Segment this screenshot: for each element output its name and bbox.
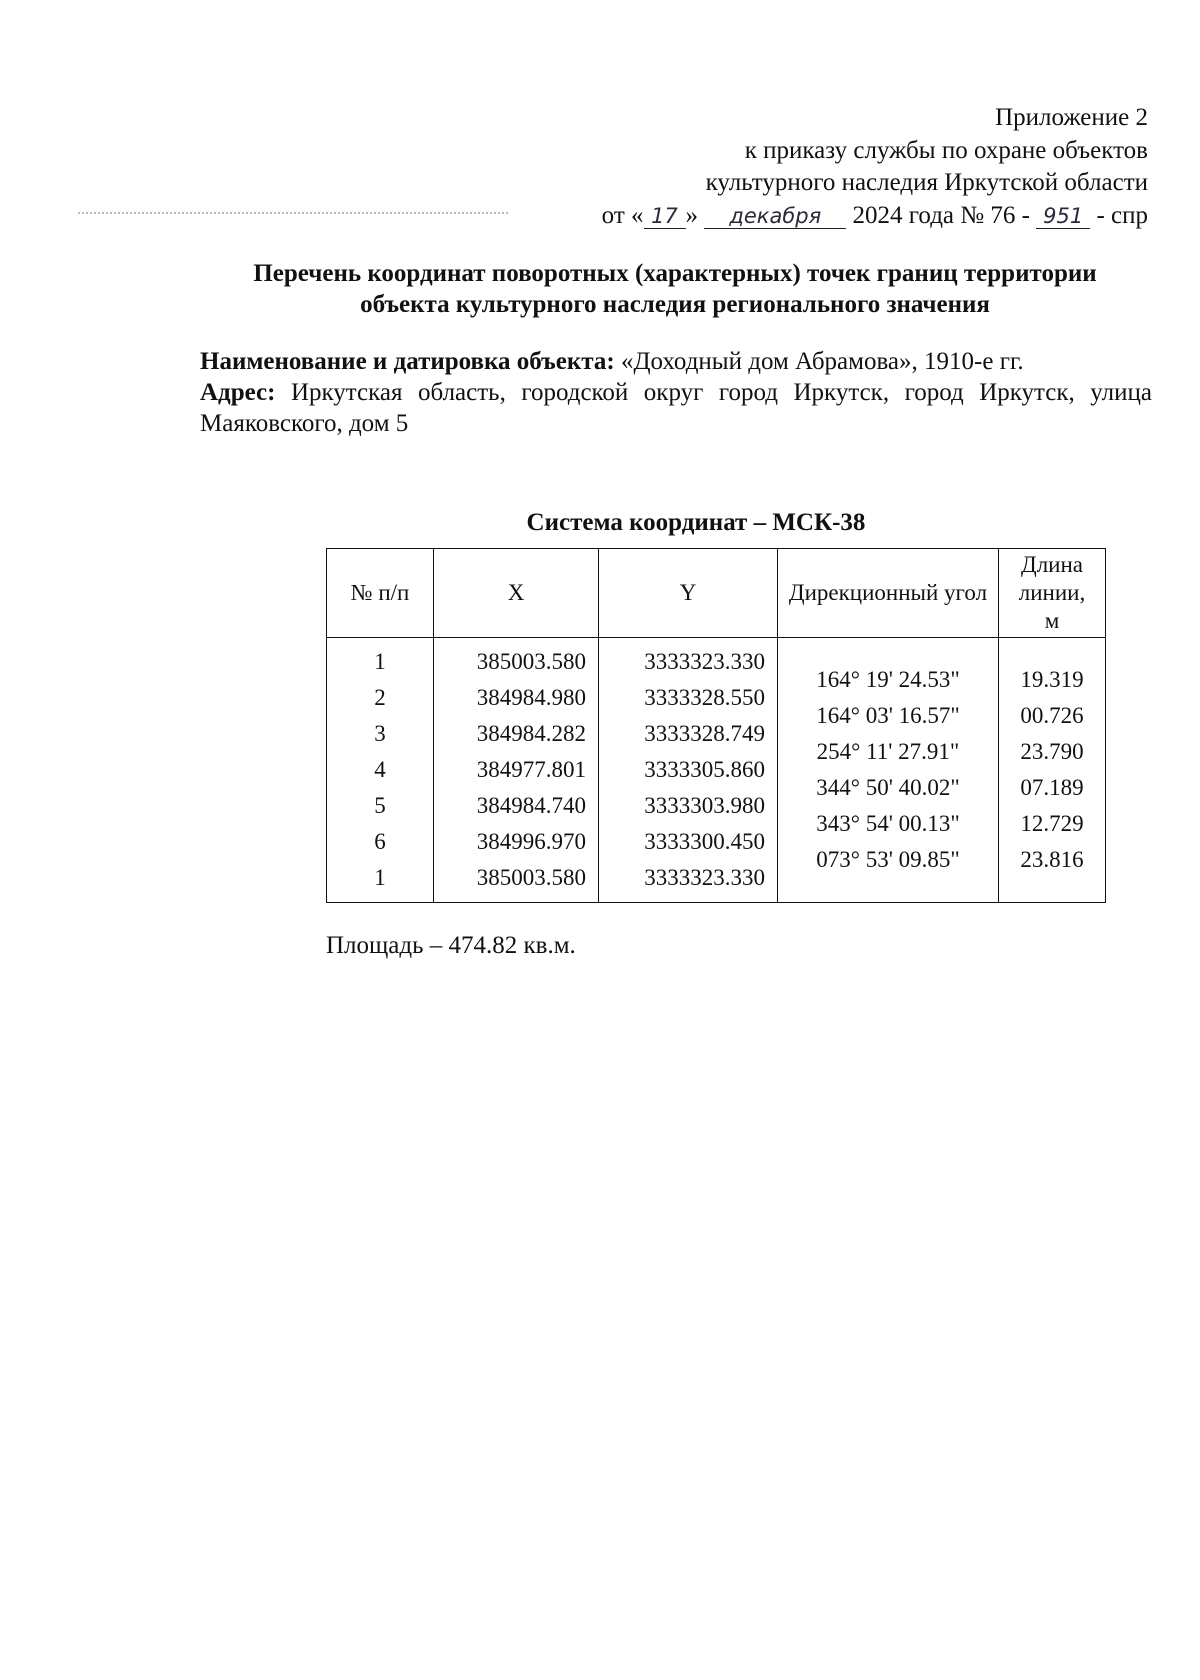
line-length-cell: 19.319 (1020, 667, 1084, 692)
order-suffix: - спр (1096, 201, 1148, 229)
x-coordinate-cell: 385003.580 (476, 865, 586, 890)
handwritten-day: 17 (644, 204, 686, 229)
area-text: Площадь – 474.82 кв.м. (326, 932, 576, 959)
point-number-cell: 1 (374, 865, 386, 890)
object-info (200, 346, 1152, 439)
point-number-cell: 6 (374, 829, 386, 854)
line-length-cell: 07.189 (1020, 775, 1084, 800)
x-coordinate-cell: 384984.740 (476, 793, 586, 818)
y-coordinate-cell: 3333323.330 (644, 865, 765, 890)
header-length (999, 549, 1106, 638)
point-number-cell: 5 (374, 793, 386, 818)
direction-angle-cell: 164° 03' 16.57" (816, 703, 960, 728)
header-length-line-1: Длина (1021, 552, 1083, 577)
y-coordinate-cell: 3333300.450 (644, 829, 765, 854)
point-number-cell: 1 (374, 649, 386, 674)
line-length-cell: 23.790 (1020, 739, 1084, 764)
date-quote-close: » (685, 201, 699, 229)
address-value: Иркутская область, городской округ город Иркутск, город Иркутск, улица Маяковского, дом 5 (200, 379, 1152, 437)
x-column (434, 638, 599, 903)
point-number-cell: 2 (374, 685, 386, 710)
header-x: X (434, 549, 599, 638)
document-title (195, 258, 1155, 320)
direction-angle-cell: 073° 53' 09.85" (816, 847, 960, 872)
line-length-cell: 12.729 (1020, 811, 1084, 836)
object-name-value: «Доходный дом Абрамова», 1910-е гг. (620, 348, 1024, 375)
address-label: Адрес: (200, 379, 276, 406)
x-coordinate-cell: 384984.282 (476, 721, 586, 746)
title-line-2: объекта культурного наследия регионального значения (360, 291, 990, 318)
appendix-line-3: культурного наследия Иркутской области (705, 169, 1148, 196)
scan-dotted-artifact (78, 212, 508, 214)
line-length-cell: 00.726 (1020, 703, 1084, 728)
object-name (200, 346, 1152, 377)
header-length-line-2: линии, (1018, 580, 1086, 605)
angle-column (778, 638, 999, 903)
date-year-part: 2024 года № 76 - (852, 201, 1030, 229)
direction-angle-cell: 344° 50' 40.02" (816, 775, 960, 800)
y-coordinate-cell: 3333303.980 (644, 793, 765, 818)
num-column (327, 638, 434, 903)
header-num: № п/п (327, 549, 434, 638)
handwritten-order-number: 951 (1036, 204, 1090, 229)
x-coordinate-cell: 385003.580 (476, 649, 586, 674)
line-length-cell: 23.816 (1020, 847, 1084, 872)
x-coordinate-cell: 384996.970 (476, 829, 586, 854)
header-angle: Дирекционный угол (778, 549, 999, 638)
direction-angle-cell: 254° 11' 27.91" (816, 739, 960, 764)
y-column (599, 638, 778, 903)
title-line-1: Перечень координат поворотных (характерных) точек границ территории (253, 260, 1097, 287)
coordinate-system-caption: Система координат – МСК-38 (526, 509, 866, 536)
direction-angle-cell: 164° 19' 24.53" (816, 667, 960, 692)
handwritten-month: декабря (704, 204, 846, 229)
y-coordinate-cell: 3333305.860 (644, 757, 765, 782)
point-number-cell: 4 (374, 757, 386, 782)
header-y: Y (599, 549, 778, 638)
y-coordinate-cell: 3333328.550 (644, 685, 765, 710)
x-coordinate-cell: 384984.980 (476, 685, 586, 710)
point-number-cell: 3 (374, 721, 386, 746)
appendix-date-line (602, 200, 1148, 233)
appendix-line-1: Приложение 2 (995, 104, 1148, 131)
coordinates-table (326, 548, 1106, 903)
length-column (999, 638, 1106, 903)
y-coordinate-cell: 3333328.749 (644, 721, 765, 746)
appendix-line-2: к приказу службы по охране объектов (744, 136, 1148, 164)
x-coordinate-cell: 384977.801 (476, 757, 586, 782)
direction-angle-cell: 343° 54' 00.13" (816, 811, 960, 836)
header-length-line-3: м (1044, 608, 1060, 633)
date-prefix: от « (601, 201, 644, 229)
appendix-header (602, 102, 1148, 232)
object-address (200, 377, 1152, 439)
table-body-row (327, 638, 1106, 903)
table-header-row (327, 549, 1106, 638)
y-coordinate-cell: 3333323.330 (644, 649, 765, 674)
object-name-label: Наименование и датировка объекта: (200, 348, 615, 375)
